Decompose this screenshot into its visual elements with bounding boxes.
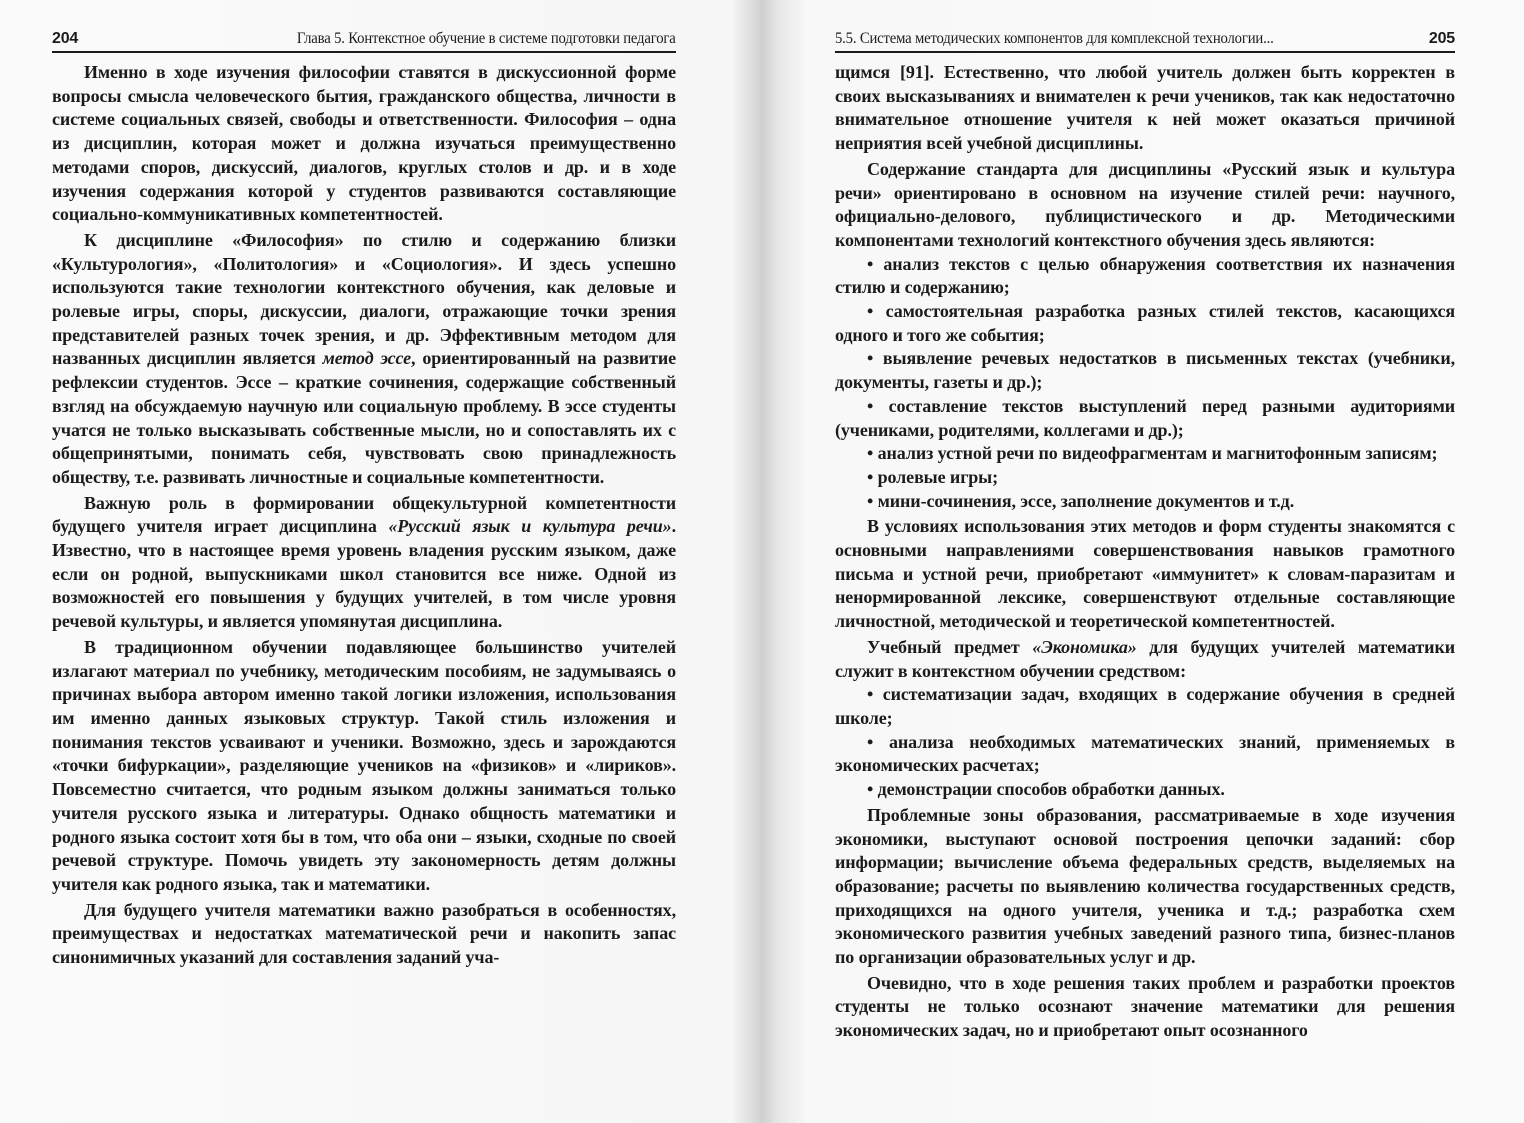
text-run: • выявление речевых недостатков в письменных текстах (учебники, документы, газеты и др.); (835, 348, 1455, 393)
left-page-body (52, 61, 676, 970)
left-page (52, 26, 676, 970)
text-run: , ориентированный на развитие рефлексии студентов. Эссе – краткие сочинения, содержащие собственный взгляд на обсуждаемую научную или социальную проблему. В эссе студенты учатся не только высказывать собственные мысли, но и сопоставлять их с общепринятыми, понимать себя, чувствовать свою принадлежность обществу, т.е. развивать личностные и социальные компетентности. (52, 348, 676, 487)
paragraph (52, 636, 676, 897)
text-run: Содержание стандарта для дисциплины «Русский язык и культура речи» ориентировано в основном на изучение стилей речи: научного, официально-делового, публицистического и др. Методическими компонентами технологий контекстного обучения здесь являются: (835, 158, 1455, 250)
text-run: В традиционном обучении подавляющее большинство учителей излагают материал по учебнику, методическим пособиям, не задумываясь о причинах выбора автором именно такой логики изложения, использования им именно данных языковых структур. Такой стиль изложения и понимания текстов усваивают и ученики. Возможно, здесь и зарождаются «точки бифуркации», разделяющие учеников на «физиков» и «лириков». Повсеместно считается, что родным языком должны заниматься только учителя русского языка и литературы. Однако общность математики и родного языка состоит хотя бы в том, что оба они – языки, сходные по своей речевой структуре. Помочь увидеть эту закономерность детям должны учителя как родного языка, так и математики. (52, 636, 676, 894)
text-run: Именно в ходе изучения философии ставятся в дискуссионной форме вопросы смысла человеческого бытия, гражданского общества, личности в системе социальных связей, свободы и ответственности. Философия – одна из дисциплин, которая может и должна изучаться преимущественно методами споров, дискуссий, диалогов, круглых столов и др. и в ходе изучения содержания которой у студентов развиваются составляющие социально-коммуникативных компетентностей. (52, 62, 676, 225)
running-title-left: Глава 5. Контекстное обучение в системе подготовки педагога (297, 30, 676, 47)
text-run: щимся [91]. Естественно, что любой учитель должен быть корректен в своих высказываниях и внимателен к речи учеников, так как недостаточно внимательное отношение учителя к ней может оказаться причиной неприятия всей учебной дисциплины. (835, 62, 1455, 154)
text-run: • анализ текстов с целью обнаружения соответствия их назначения стилю и содержанию; (835, 253, 1455, 298)
text-run: • анализ устной речи по видеофрагментам и магнитофонным записям; (867, 443, 1438, 464)
text-run: К дисциплине «Философия» по стилю и содержанию близки «Культурология», «Политология» и «Социология». И здесь успешно используются такие технологии контекстного обучения, как деловые и ролевые игры, споры, дискуссии, диалоги, отражающие точки зрения представителей разных точек зрения, и др. Эффективным методом для названных дисциплин является (52, 229, 676, 369)
paragraph (835, 158, 1455, 253)
text-run: В условиях использования этих методов и форм студенты знакомятся с основными направлениями совершенствования навыков грамотного письма и устной речи, приобретают «иммунитет» к словам-паразитам и ненормированной лексике, совершенствуют отдельные составляющие личностной, методической и теоретической компетентностей. (835, 516, 1455, 632)
paragraph (52, 899, 676, 970)
text-run: Учебный предмет (867, 636, 1033, 657)
text-run: • составление текстов выступлений перед разными аудиториями (учениками, родителями, коллегами и др.); (835, 395, 1455, 440)
bullet-item (835, 731, 1455, 778)
paragraph (52, 492, 676, 634)
emphasis-text: метод эссе (322, 348, 412, 369)
bullet-item (835, 442, 1455, 466)
right-page-body (835, 61, 1455, 1043)
text-run: Проблемные зоны образования, рассматриваемые в ходе изучения экономики, выступают основой построения цепочки заданий: сбор информации; вычисление объема федеральных средств, выделяемых на образование; расчеты по выявлению количества государственных средств, приходящихся на одного учителя, ученика и т.д.; разработка схем экономического развития учебных заведений разного типа, бизнес-планов по организации образовательных услуг и др. (835, 804, 1455, 968)
text-run: для будущих учителей математики служит в контекстном обучении средством: (835, 636, 1455, 681)
text-run: • анализа необходимых математических знаний, применяемых в экономических расчетах; (835, 731, 1455, 776)
bullet-item (835, 683, 1455, 730)
text-run: Очевидно, что в ходе решения таких проблем и разработки проектов студенты не только осознают значение математики для решения экономических задач, но и приобретают опыт осознанного (835, 972, 1455, 1041)
running-head-right (835, 26, 1455, 53)
paragraph (835, 972, 1455, 1043)
text-run: • самостоятельная разработка разных стилей текстов, касающихся одного и того же события; (835, 301, 1455, 345)
bullet-item (835, 490, 1455, 514)
paragraph (835, 515, 1455, 634)
bullet-item (835, 300, 1455, 347)
page-number-left: 204 (52, 30, 79, 47)
text-run: • систематизации задач, входящих в содержание обучения в средней школе; (835, 684, 1455, 728)
paragraph (835, 636, 1455, 683)
right-page (835, 26, 1455, 1043)
bullet-item (835, 347, 1455, 394)
emphasis-text: «Экономика» (1032, 636, 1137, 657)
page-number-right: 205 (1428, 30, 1455, 47)
bullet-item (835, 395, 1455, 442)
text-run: . Известно, что в настоящее время уровень владения русским языком, даже если он родной, выпускниками школ становится все ниже. Одной из возможностей его повышения у будущих учителей, в том числе уровня речевой культуры, и является упомянутая дисциплина. (52, 516, 676, 632)
running-title-right: 5.5. Система методических компонентов для комплексной технологии... (835, 30, 1274, 47)
paragraph (835, 804, 1455, 970)
paragraph (835, 61, 1455, 156)
paragraph (52, 61, 676, 227)
text-run: Для будущего учителя математики важно разобраться в особенностях, преимуществах и недостатках математической речи и накопить запас синонимичных указаний для составления заданий уча- (52, 899, 676, 968)
running-head-left (52, 26, 676, 53)
paragraph (52, 229, 676, 490)
emphasis-text: «Русский язык и культура речи» (388, 516, 672, 537)
text-run: • ролевые игры; (867, 466, 999, 487)
bullet-item (835, 778, 1455, 802)
text-run: • демонстрации способов обработки данных. (867, 779, 1225, 800)
text-run: • мини-сочинения, эссе, заполнение документов и т.д. (867, 490, 1295, 511)
text-run: Важную роль в формировании общекультурной компетентности будущего учителя играет дисциплина (52, 492, 676, 537)
bullet-item (835, 466, 1455, 490)
bullet-item (835, 253, 1455, 300)
